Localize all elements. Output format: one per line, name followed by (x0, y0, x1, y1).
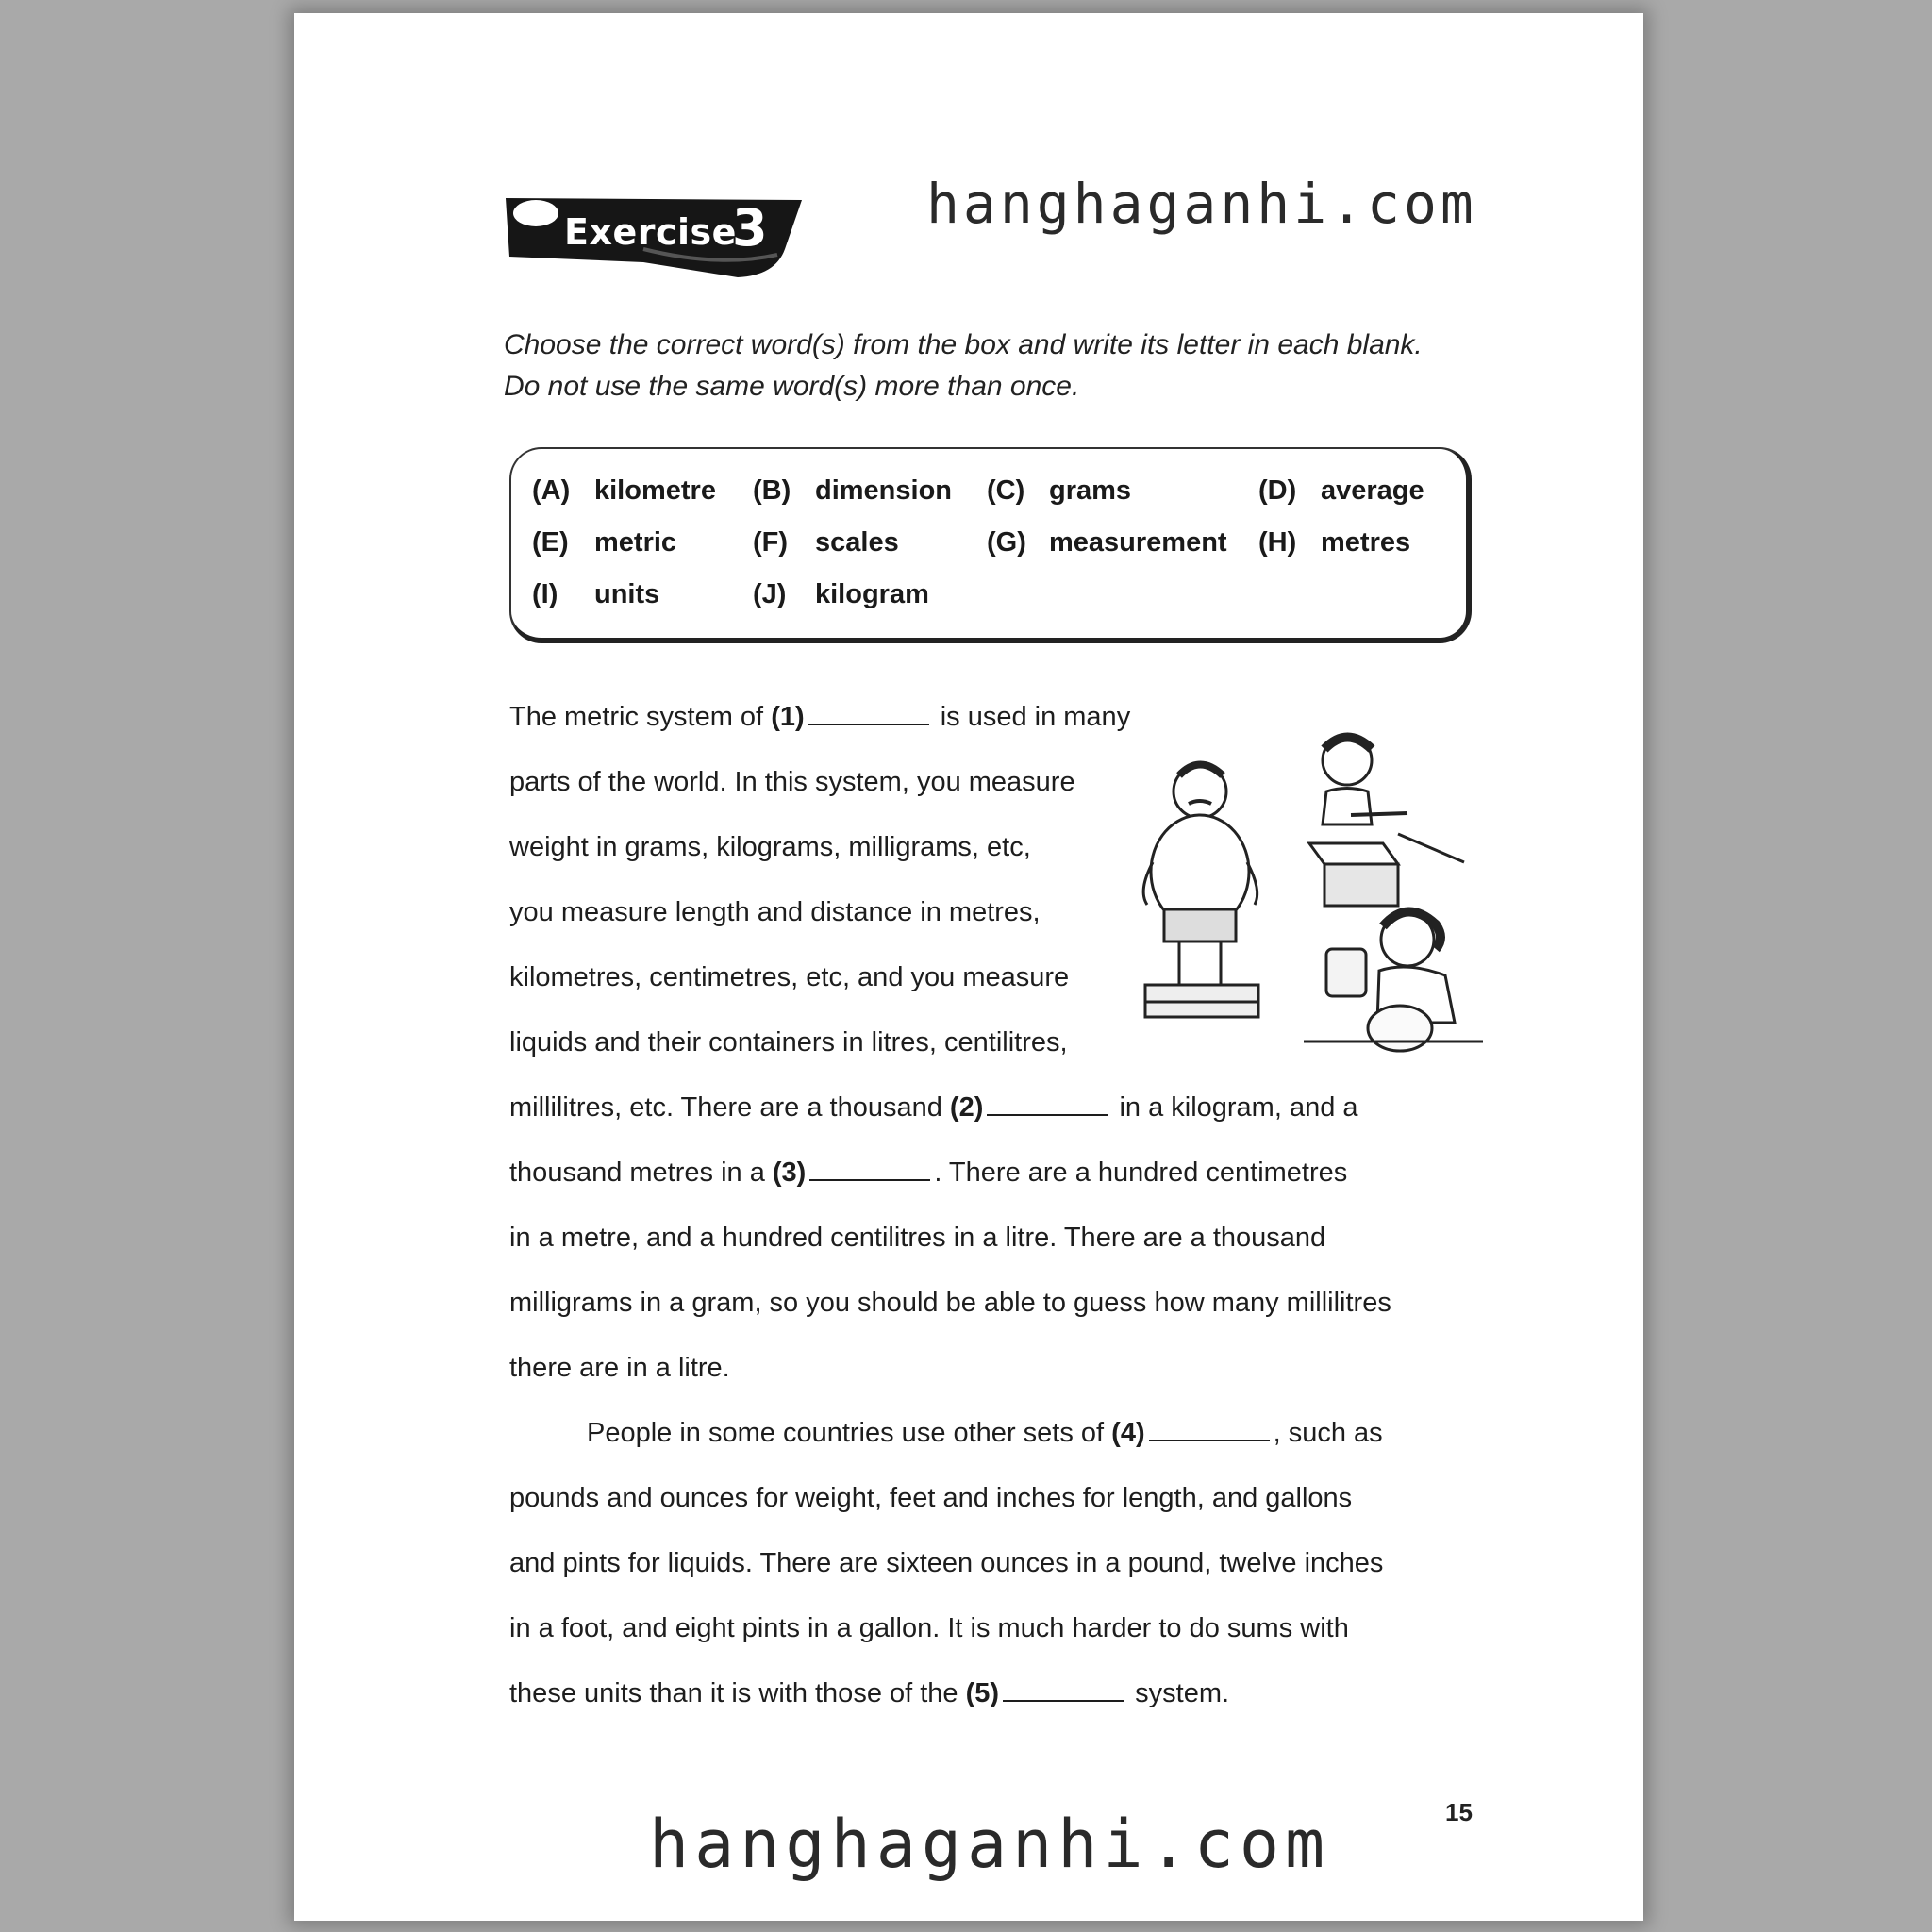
word-option (987, 475, 1131, 507)
passage-text: People in some countries use other sets of (587, 1418, 1105, 1448)
option-letter: (I) (532, 579, 558, 609)
blank-number: (3) (772, 1158, 807, 1188)
passage-text: system. (1135, 1678, 1230, 1708)
passage-text: , such as (1273, 1418, 1383, 1448)
watermark-top: hanghaganhi.com (926, 172, 1477, 236)
passage-text: thousand metres in a (509, 1158, 765, 1188)
passage-line: weight in grams, kilograms, milligrams, etc, (509, 832, 1031, 862)
blank-number: (5) (965, 1678, 1000, 1708)
passage-line: in a foot, and eight pints in a gallon. It is much harder to do sums with (509, 1613, 1349, 1643)
answer-blank-5[interactable] (1003, 1679, 1124, 1702)
word-option (1258, 527, 1410, 558)
passage-line: you measure length and distance in metres, (509, 897, 1041, 927)
blank-number: (1) (771, 702, 805, 732)
passage-line: there are in a litre. (509, 1353, 730, 1383)
worksheet-page (294, 13, 1643, 1921)
word-option (753, 527, 899, 558)
passage-text: The metric system of (509, 702, 764, 732)
word-option (753, 579, 929, 610)
passage-line (509, 702, 1130, 733)
option-letter: (G) (987, 527, 1026, 558)
page-number: 15 (1445, 1798, 1473, 1826)
passage-line: milligrams in a gram, so you should be able to guess how many millilitres (509, 1288, 1391, 1318)
passage-line: pounds and ounces for weight, feet and inches for length, and gallons (509, 1483, 1353, 1513)
measuring-illustration (1124, 702, 1483, 1060)
passage-line: parts of the world. In this system, you measure (509, 767, 1075, 797)
exercise-label: Exercise (564, 211, 737, 253)
option-word: average (1321, 475, 1424, 506)
answer-blank-2[interactable] (987, 1093, 1108, 1116)
passage-line: and pints for liquids. There are sixteen ounces in a pound, twelve inches (509, 1548, 1384, 1578)
word-option (1258, 475, 1424, 507)
word-option (532, 579, 659, 610)
option-word: measurement (1049, 527, 1227, 558)
option-word: units (594, 579, 660, 609)
option-letter: (J) (753, 579, 787, 609)
word-option (532, 475, 716, 507)
option-word: grams (1049, 475, 1132, 506)
option-letter: (B) (753, 475, 791, 506)
passage-line: kilometres, centimetres, etc, and you measure (509, 962, 1070, 992)
instruction-line: Choose the correct word(s) from the box and write its letter in each blank. (504, 329, 1423, 360)
passage-text: these units than it is with those of the (509, 1678, 958, 1708)
watermark-bottom: hanghaganhi.com (649, 1806, 1331, 1883)
option-letter: (E) (532, 527, 569, 558)
word-box (509, 447, 1472, 643)
passage-text: is used in many (940, 702, 1131, 732)
word-option (753, 475, 952, 507)
passage-line (587, 1418, 1383, 1449)
option-letter: (A) (532, 475, 571, 506)
word-option (532, 527, 676, 558)
answer-blank-3[interactable] (809, 1158, 930, 1181)
answer-blank-4[interactable] (1149, 1419, 1270, 1441)
exercise-number: 3 (732, 198, 768, 258)
passage-line (509, 1678, 1229, 1709)
option-word: metres (1321, 527, 1411, 558)
option-word: kilometre (594, 475, 716, 506)
word-option (987, 527, 1227, 558)
passage-line (509, 1158, 1347, 1189)
people-measuring-icon (1124, 702, 1483, 1060)
passage-text: millilitres, etc. There are a thousand (509, 1092, 942, 1123)
option-word: kilogram (815, 579, 929, 609)
passage-line: in a metre, and a hundred centilitres in a litre. There are a thousand (509, 1223, 1326, 1253)
option-letter: (F) (753, 527, 789, 558)
answer-blank-1[interactable] (808, 703, 929, 725)
blank-number: (4) (1111, 1418, 1145, 1448)
option-letter: (C) (987, 475, 1025, 506)
option-letter: (D) (1258, 475, 1297, 506)
instruction-line: Do not use the same word(s) more than once. (504, 371, 1080, 402)
option-word: scales (815, 527, 899, 558)
option-word: metric (594, 527, 677, 558)
passage-text: . There are a hundred centimetres (934, 1158, 1348, 1188)
passage-line (509, 1092, 1358, 1124)
instructions (504, 325, 1485, 408)
blank-number: (2) (949, 1092, 984, 1123)
option-word: dimension (815, 475, 953, 506)
exercise-badge (502, 183, 804, 282)
option-letter: (H) (1258, 527, 1297, 558)
passage-text: in a kilogram, and a (1119, 1092, 1358, 1123)
passage-line: liquids and their containers in litres, centilitres, (509, 1027, 1068, 1058)
